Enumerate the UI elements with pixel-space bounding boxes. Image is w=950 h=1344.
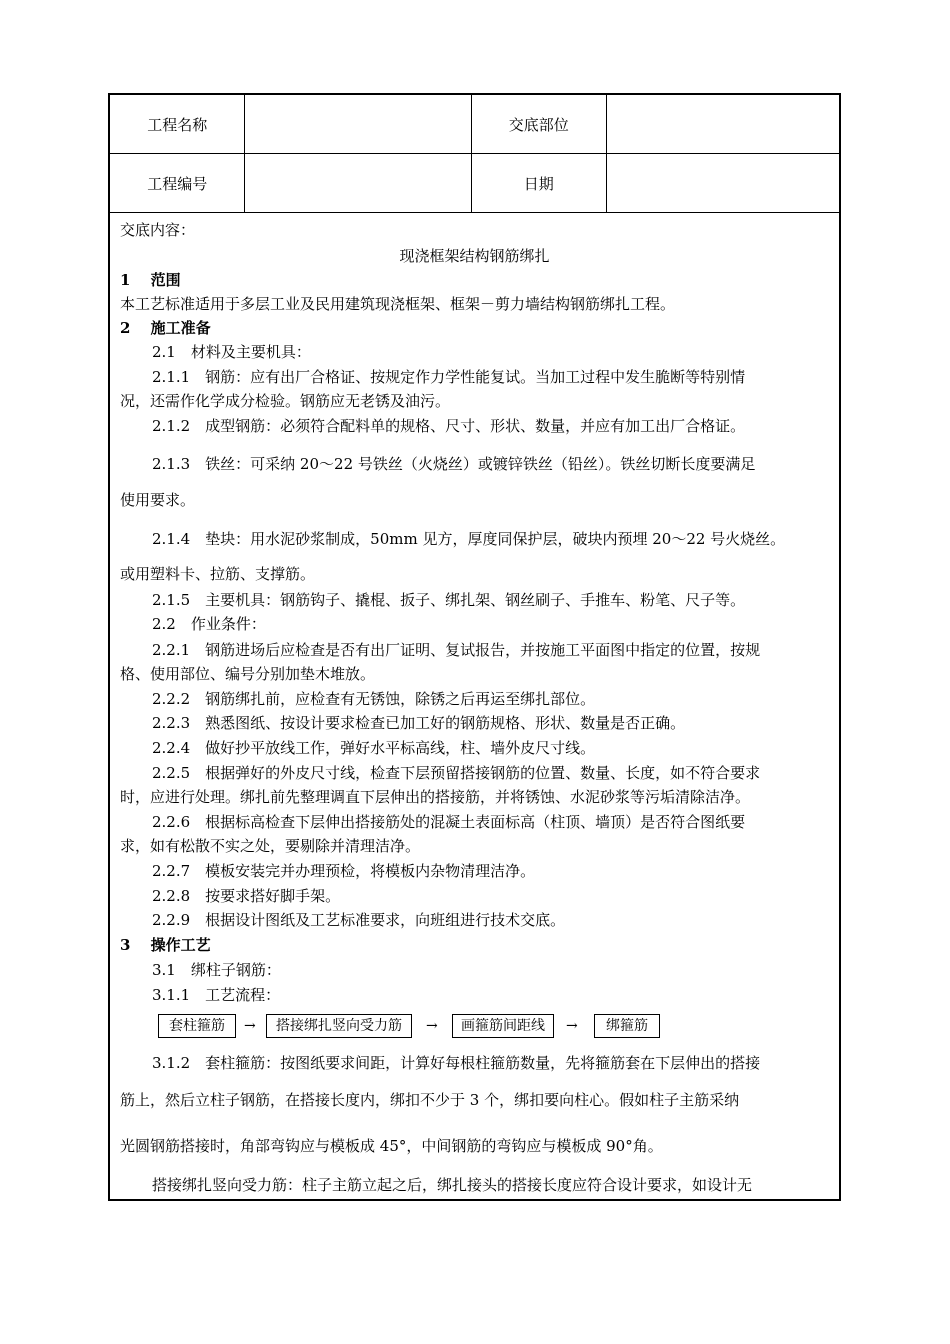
section-1-heading: 1 范围 [120,271,181,289]
text-line: 搭接绑扎竖向受力筋：柱子主筋立起之后，绑扎接头的搭接长度应符合设计要求，如设计无 [152,1176,753,1194]
text-line: 2.1.1 钢筋：应有出厂合格证、按规定作力学性能复试。当加工过程中发生脆断等特别情 [152,368,746,386]
flow-step-2: 搭接绑扎竖向受力筋 [266,1014,412,1038]
text-line: 2.2.8 按要求搭好脚手架。 [152,887,341,905]
intro-label: 交底内容： [120,221,196,239]
text-line: 2.1.5 主要机具：钢筋钩子、撬棍、扳子、绑扎架、钢丝刷子、手推车、粉笔、尺子等。 [152,591,746,609]
project-name-value [245,95,471,154]
text-line: 时，应进行处理。绑扎前先整理调直下层伸出的搭接筋，并将锈蚀、水泥砂浆等污垢清除洁净。 [120,788,751,806]
text-line: 2.2.9 根据设计图纸及工艺标准要求，向班组进行技术交底。 [152,911,566,929]
text-line: 或用塑料卡、拉筋、支撑筋。 [120,565,316,583]
flow-arrow: → [426,1018,438,1034]
flow-arrow: → [244,1018,256,1034]
text-line: 格、使用部位、编号分别加垫木堆放。 [120,665,376,683]
text-line: 2.2.2 钢筋绑扎前，应检查有无锈蚀，除锈之后再运至绑扎部位。 [152,690,596,708]
text-line: 2.1.2 成型钢筋：必须符合配料单的规格、尺寸、形状、数量，并应有加工出厂合格证。 [152,417,746,435]
text-line: 使用要求。 [120,491,196,509]
text-line: 2.1.3 铁丝：可采纳 20～22 号铁丝（火烧丝）或镀锌铁丝（铅丝）。铁丝切断长度要满足 [152,455,756,473]
text-line: 2.2.3 熟悉图纸、按设计要求检查已加工好的钢筋规格、形状、数量是否正确。 [152,714,686,732]
text-line: 2.1.4 垫块：用水泥砂浆制成，50mm 见方，厚度同保护层，破块内预埋 20～22 号火烧丝。 [152,530,786,548]
text-line: 2.2.7 模板安装完并办理预检，将模板内杂物清理洁净。 [152,862,536,880]
text-line: 2.2.5 根据弹好的外皮尺寸线，检查下层预留搭接钢筋的位置、数量、长度，如不符合要求 [152,764,761,782]
project-no-label: 工程编号 [110,154,245,213]
text-line: 筋上，然后立柱子钢筋，在搭接长度内，绑扣不少于 3 个，绑扣要向柱心。假如柱子主筋采纳 [120,1091,740,1109]
date-value [606,154,839,213]
text-line: 求，如有松散不实之处，要剔除并清理洁净。 [120,837,421,855]
document-frame [108,93,841,1201]
section-2-heading: 2 施工准备 [120,319,211,337]
project-no-value [245,154,471,213]
text-line: 2.2.6 根据标高检查下层伸出搭接筋处的混凝土表面标高（柱顶、墙顶）是否符合图纸要 [152,813,746,831]
text-line: 2.2.4 做好抄平放线工作，弹好水平标高线，柱、墙外皮尺寸线。 [152,739,596,757]
text-line: 2.1 材料及主要机具： [152,343,311,361]
date-label: 日期 [471,154,606,213]
header-row-1 [110,95,839,154]
header-row-2 [110,154,839,213]
document-title: 现浇框架结构钢筋绑扎 [399,247,550,265]
position-value [606,95,839,154]
text-line: 3.1.2 套柱箍筋：按图纸要求间距，计算好每根柱箍筋数量，先将箍筋套在下层伸出的搭接 [152,1054,761,1072]
flow-arrow: → [566,1018,578,1034]
text-line: 3.1 绑柱子钢筋： [152,961,281,979]
flow-step-1: 套柱箍筋 [158,1014,236,1038]
text-line: 3.1.1 工艺流程： [152,986,281,1004]
section-3-heading: 3 操作工艺 [120,936,211,954]
position-label: 交底部位 [471,95,606,154]
text-line: 况，还需作化学成分检验。钢筋应无老锈及油污。 [120,392,451,410]
project-name-label: 工程名称 [110,95,245,154]
header-table [110,95,839,213]
text-line: 2.2 作业条件： [152,615,266,633]
flow-step-3: 画箍筋间距线 [452,1014,554,1038]
text-line: 光圆钢筋搭接时，角部弯钩应与模板成 45°，中间钢筋的弯钩应与模板成 90°角。 [120,1137,663,1155]
text-line: 本工艺标准适用于多层工业及民用建筑现浇框架、框架－剪力墙结构钢筋绑扎工程。 [120,295,676,313]
text-line: 2.2.1 钢筋进场后应检查是否有出厂证明、复试报告，并按施工平面图中指定的位置，按规 [152,641,761,659]
flow-step-4: 绑箍筋 [594,1014,660,1038]
